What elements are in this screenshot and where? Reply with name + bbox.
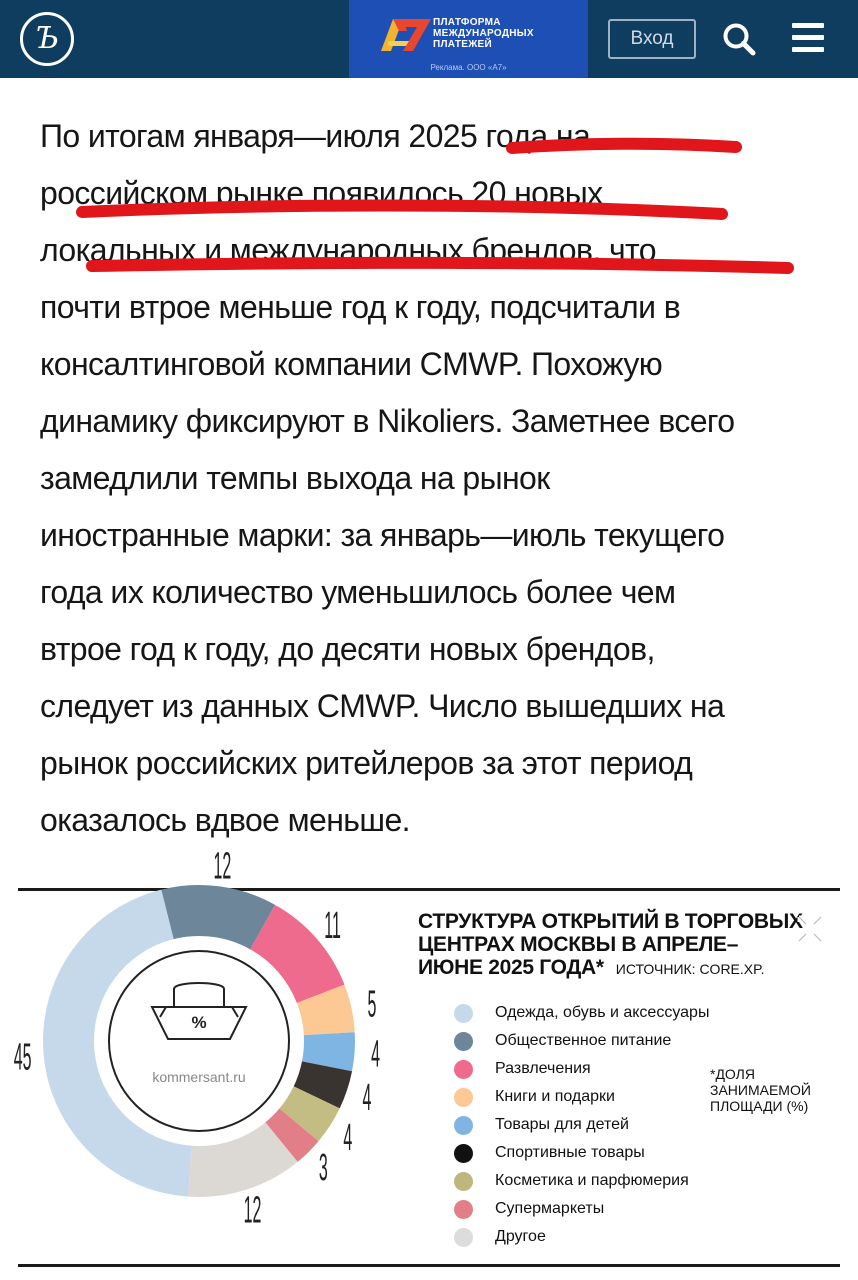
legend-label: Товары для детей	[495, 1116, 629, 1133]
slice-value-label: 5	[367, 983, 377, 1026]
ad-line: МЕЖДУНАРОДНЫХ	[433, 28, 534, 39]
legend-item	[454, 1111, 709, 1139]
legend-label: Одежда, обувь и аксессуары	[495, 1004, 710, 1021]
slice-value-label: 4	[343, 1117, 353, 1160]
article-line: иностранные марки: за январь—июль текущего	[40, 517, 725, 553]
legend-swatch	[454, 1172, 473, 1191]
ad-disclaimer: Реклама. ООО «А7»	[430, 63, 507, 72]
top-navbar	[0, 0, 858, 78]
legend-item	[454, 1083, 709, 1111]
donut-chart	[13, 845, 400, 1277]
article-line: локальных и международных брендов, что	[40, 232, 656, 268]
article-paragraph	[40, 108, 830, 849]
legend-swatch	[454, 1200, 473, 1219]
legend-label: Общественное питание	[495, 1032, 672, 1049]
infographic-title	[418, 910, 838, 981]
legend-item	[454, 1027, 709, 1055]
slice-value-label: 12	[213, 845, 232, 888]
footnote	[710, 1066, 811, 1114]
legend-label: Косметика и парфюмерия	[495, 1172, 689, 1189]
article-line: втрое год к году, до десяти новых брендов,	[40, 631, 655, 667]
ad-line: ПЛАТЕЖЕЙ	[433, 39, 493, 50]
article-line: российском рынке появилось 20 новых	[40, 175, 603, 211]
logo-letter: Ъ	[35, 21, 59, 56]
slice-value-label: 4	[371, 1033, 381, 1076]
legend-label: Спортивные товары	[495, 1144, 645, 1161]
title-line: ЦЕНТРАХ МОСКВЫ В АПРЕЛЕ–	[418, 933, 739, 956]
slice-value-label: 3	[318, 1147, 328, 1190]
legend-item	[454, 1139, 709, 1167]
kommersant-watermark: kommersant.ru	[152, 1069, 246, 1085]
inner-circle	[109, 951, 289, 1131]
article-line: оказалось вдвое меньше.	[40, 802, 410, 838]
a7-brand-icon	[379, 15, 434, 53]
article-line: года их количество уменьшилось более чем	[40, 574, 676, 610]
legend-item	[454, 1223, 709, 1251]
article-line: консалтинговой компании CMWP. Похожую	[40, 346, 663, 382]
legend-label: Книги и подарки	[495, 1088, 615, 1105]
note-line: ПЛОЩАДИ (%)	[710, 1098, 809, 1114]
note-line: *ДОЛЯ	[710, 1066, 755, 1082]
title-line-with-source	[418, 956, 838, 981]
legend-swatch	[454, 1088, 473, 1107]
legend-label: Супермаркеты	[495, 1200, 605, 1217]
article-line: почти втрое меньше год к году, подсчитали в	[40, 289, 681, 325]
slice-value-label: 45	[13, 1036, 32, 1079]
slice-value-label: 11	[324, 905, 341, 948]
legend-item	[454, 1195, 709, 1223]
legend-swatch	[454, 1032, 473, 1051]
donut-slice	[43, 890, 192, 1197]
legend-swatch	[454, 1060, 473, 1079]
article-line: замедлили темпы выхода на рынок	[40, 460, 550, 496]
legend-label: Другое	[495, 1228, 546, 1245]
article-line: рынок российских ритейлеров за этот период	[40, 745, 693, 781]
article-line: По итогам января—июля 2025 года на	[40, 118, 591, 154]
percent-symbol: %	[191, 1013, 207, 1032]
legend-swatch	[454, 1004, 473, 1023]
legend-swatch	[454, 1228, 473, 1247]
kommersant-logo[interactable]	[20, 12, 74, 66]
infographic-top-rule	[18, 888, 840, 891]
search-icon[interactable]	[722, 22, 756, 56]
login-button[interactable]: Вход	[608, 19, 696, 59]
legend-item	[454, 999, 709, 1027]
chart-legend	[454, 999, 709, 1251]
ad-banner[interactable]	[349, 0, 588, 78]
legend-swatch	[454, 1144, 473, 1163]
ad-line: ПЛАТФОРМА	[433, 17, 501, 28]
title-line: ИЮНЕ 2025 ГОДА*	[418, 956, 604, 979]
article-line: динамику фиксируют в Nikoliers. Заметнее всего	[40, 403, 735, 439]
legend-swatch	[454, 1116, 473, 1135]
legend-item	[454, 1167, 709, 1195]
slice-value-label: 12	[243, 1190, 262, 1232]
slice-value-label: 4	[362, 1077, 372, 1119]
legend-label: Развлечения	[495, 1060, 591, 1077]
article-line: следует из данных CMWP. Число вышедших на	[40, 688, 725, 724]
legend-item	[454, 1055, 709, 1083]
ad-text	[433, 17, 534, 50]
hamburger-menu-icon[interactable]	[792, 23, 824, 53]
note-line: ЗАНИМАЕМОЙ	[710, 1082, 811, 1098]
expand-icon[interactable]	[795, 907, 825, 945]
title-line: СТРУКТУРА ОТКРЫТИЙ В ТОРГОВЫХ	[418, 910, 803, 933]
source-label: ИСТОЧНИК: CORE.XP.	[615, 961, 765, 977]
